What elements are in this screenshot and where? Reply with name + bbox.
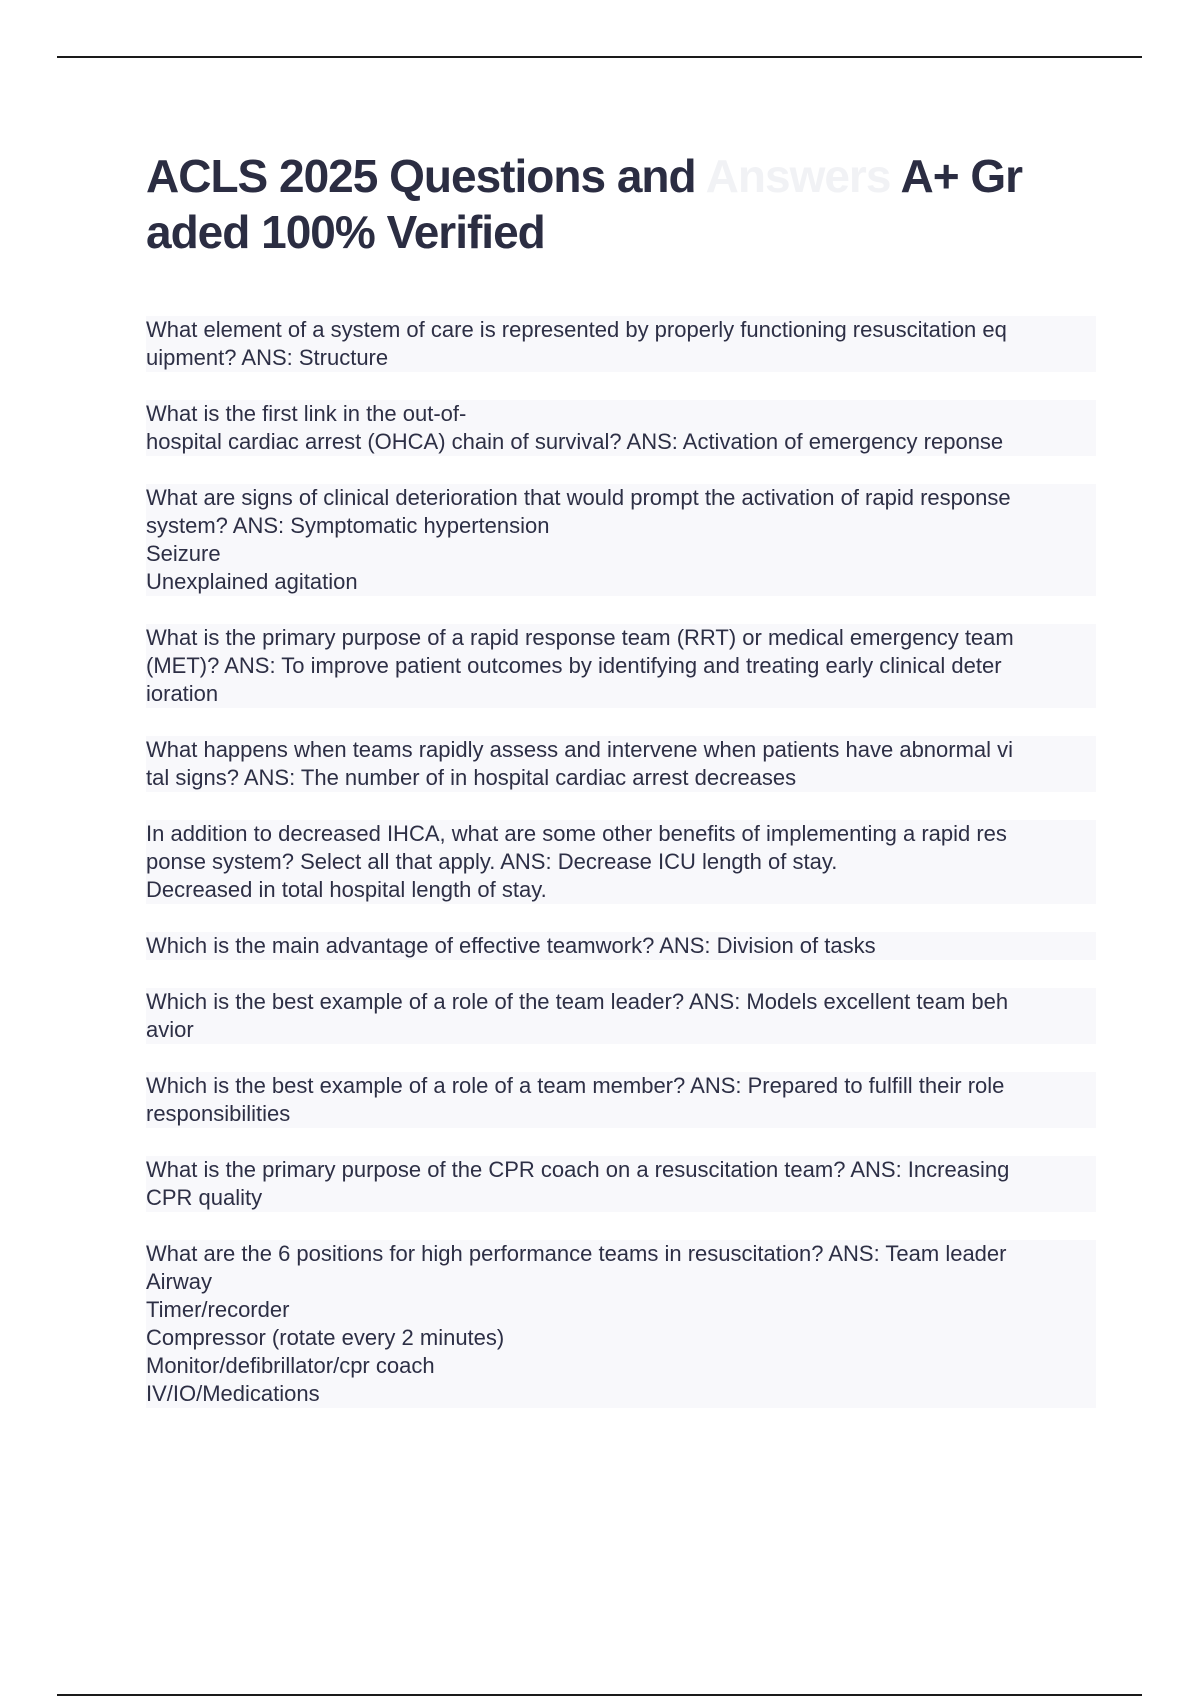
qa-item-8: Which is the best example of a role of the team leader? ANS: Models excellent team beh avior <box>146 988 1096 1044</box>
qa-item-1: What element of a system of care is represented by properly functioning resuscitation eq uipment? ANS: Structure <box>146 316 1096 372</box>
qa-item-3: What are signs of clinical deterioration that would prompt the activation of rapid response system? ANS: Symptomatic hypertension Seizure Unexplained agitation <box>146 484 1096 596</box>
qa-item-4: What is the primary purpose of a rapid response team (RRT) or medical emergency team (MET)? ANS: To improve patient outcomes by identifying and treating early clinical deter ioration <box>146 624 1096 708</box>
qa-item-7: Which is the main advantage of effective teamwork? ANS: Division of tasks <box>146 932 1096 960</box>
qa-item-6: In addition to decreased IHCA, what are some other benefits of implementing a rapid res ponse system? Select all that apply. ANS: Decrease ICU length of stay. Decreased in total hospital length of stay. <box>146 820 1096 904</box>
document-page <box>146 148 1096 1436</box>
qa-list <box>146 316 1096 1408</box>
qa-item-11: What are the 6 positions for high performance teams in resuscitation? ANS: Team leader Airway Timer/recorder Compressor (rotate every 2 minutes) Monitor/defibrillator/cpr coach IV/IO/Medications <box>146 1240 1096 1408</box>
qa-item-2: What is the first link in the out-of- hospital cardiac arrest (OHCA) chain of survival? ANS: Activation of emergency reponse <box>146 400 1096 456</box>
title-watermark-text: Answers <box>705 150 891 202</box>
document-title <box>146 148 1096 260</box>
title-text-line2: aded 100% Verified <box>146 206 545 258</box>
qa-item-10: What is the primary purpose of the CPR coach on a resuscitation team? ANS: Increasing CPR quality <box>146 1156 1096 1212</box>
top-rule <box>57 56 1142 58</box>
qa-item-9: Which is the best example of a role of a team member? ANS: Prepared to fulfill their role responsibilities <box>146 1072 1096 1128</box>
qa-item-5: What happens when teams rapidly assess and intervene when patients have abnormal vi tal signs? ANS: The number of in hospital cardiac arrest decreases <box>146 736 1096 792</box>
title-text-start: ACLS 2025 Questions and <box>146 150 706 202</box>
title-text-end: A+ Gr <box>890 150 1023 202</box>
bottom-rule <box>57 1694 1142 1696</box>
